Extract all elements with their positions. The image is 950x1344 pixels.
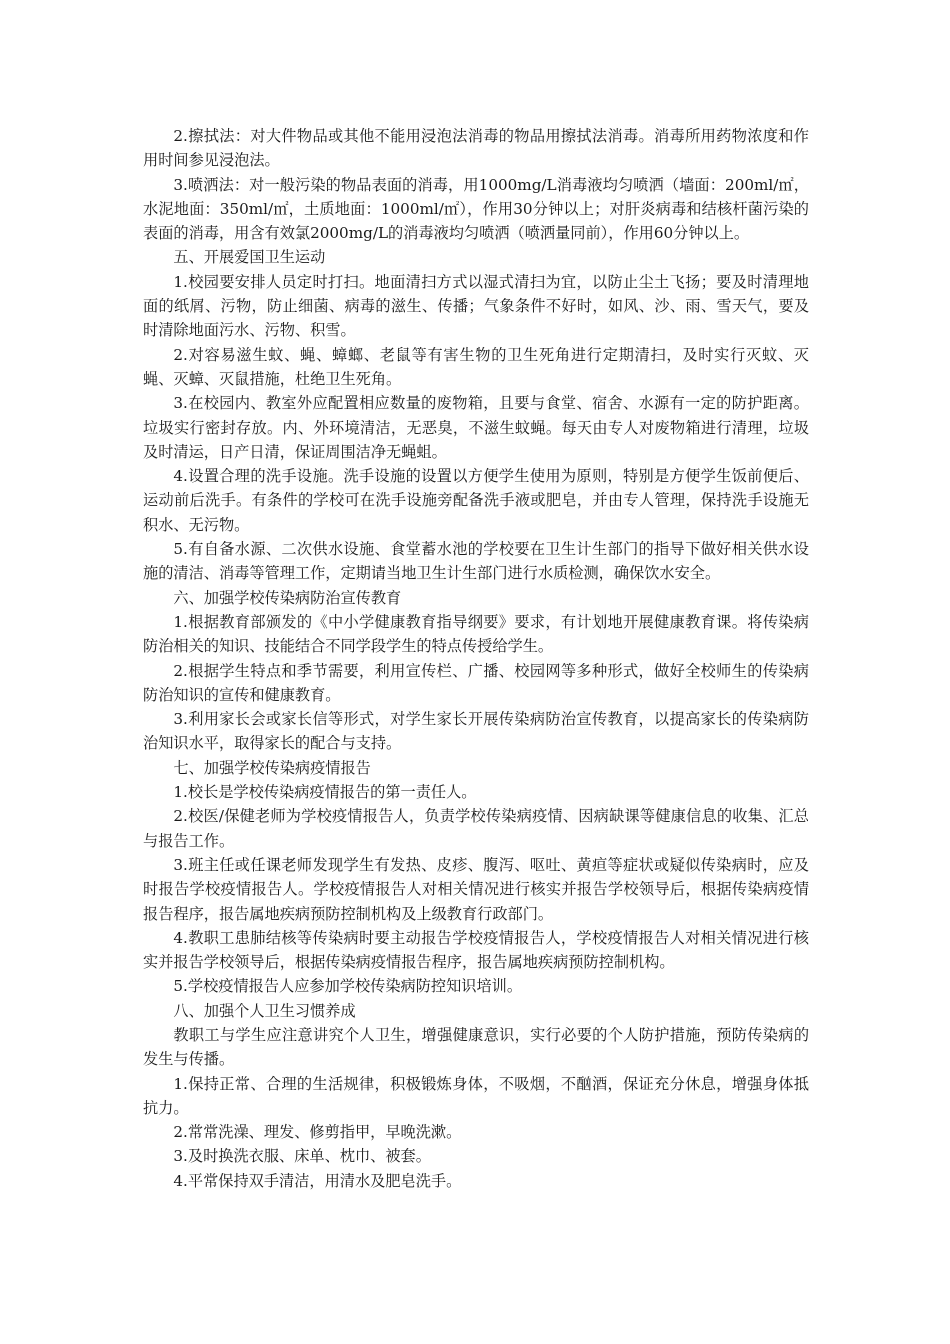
paragraph-8-intro: 教职工与学生应注意讲究个人卫生，增强健康意识，实行必要的个人防护措施，预防传染病的发生与传播。 (143, 1025, 809, 1069)
paragraph-wiping-method: 2.擦拭法：对大件物品或其他不能用浸泡法消毒的物品用擦拭法消毒。消毒所用药物浓度和作用时间参见浸泡法。 (143, 127, 809, 170)
paragraph-7-5: 5.学校疫情报告人应参加学校传染病防控知识培训。 (173, 977, 523, 996)
paragraph-8-3: 3.及时换洗衣服、床单、枕巾、被套。 (173, 1147, 431, 1166)
paragraph-8-4: 4.平常保持双手清洁，用清水及肥皂洗手。 (173, 1171, 462, 1190)
section-heading-8: 八、加强个人卫生习惯养成 (173, 1001, 356, 1020)
paragraph-7-4: 4.教职工患肺结核等传染病时要主动报告学校疫情报告人，学校疫情报告人对相关情况进行核实并报告学校领导后，根据传染病疫情报告程序，报告属地疾病预防控制机构。 (143, 928, 809, 972)
paragraph-8-1: 1.保持正常、合理的生活规律，积极锻炼身体，不吸烟，不酗酒，保证充分休息，增强身体抵抗力。 (143, 1074, 809, 1117)
section-heading-7: 七、加强学校传染病疫情报告 (173, 758, 371, 777)
paragraph-8-2: 2.常常洗澡、理发、修剪指甲，早晚洗漱。 (173, 1123, 462, 1142)
paragraph-5-4: 4.设置合理的洗手设施。洗手设施的设置以方便学生使用为原则，特别是方便学生饭前便后、运动前后洗手。有条件的学校可在洗手设施旁配备洗手液或肥皂，并由专人管理，保持洗手设施无积水、无污物。 (143, 467, 809, 534)
paragraph-7-2: 2.校医/保健老师为学校疫情报告人，负责学校传染病疫情、因病缺课等健康信息的收集、汇总与报告工作。 (143, 807, 809, 850)
paragraph-6-3: 3.利用家长会或家长信等形式，对学生家长开展传染病防治宣传教育，以提高家长的传染病防治知识水平，取得家长的配合与支持。 (143, 710, 809, 753)
paragraph-7-1: 1.校长是学校传染病疫情报告的第一责任人。 (173, 783, 477, 802)
paragraph-6-2: 2.根据学生特点和季节需要，利用宣传栏、广播、校园网等多种形式，做好全校师生的传染病防治知识的宣传和健康教育。 (143, 661, 809, 704)
paragraph-5-5: 5.有自备水源、二次供水设施、食堂蓄水池的学校要在卫生计生部门的指导下做好相关供水设施的清洁、消毒等管理工作，定期请当地卫生计生部门进行水质检测，确保饮水安全。 (143, 540, 809, 583)
paragraph-spraying-method: 3.喷洒法：对一般污染的物品表面的消毒，用1000mg/L消毒液均匀喷洒（墙面：200ml/㎡，水泥地面：350ml/㎡，土质地面：1000ml/㎡），作用30分钟以上；对肝炎病毒和结核杆菌污染的表面的消毒，用含有效氯2000mg/L的消毒液均匀喷洒（喷洒量同前），作用60分钟以上。 (143, 175, 809, 243)
paragraph-5-1: 1.校园要安排人员定时打扫。地面清扫方式以湿式清扫为宜，以防止尘土飞扬；要及时清理地面的纸屑、污物，防止细菌、病毒的滋生、传播；气象条件不好时，如风、沙、雨、雪天气，要及时清除地面污水、污物、积雪。 (143, 272, 809, 340)
section-heading-6: 六、加强学校传染病防治宣传教育 (173, 588, 402, 607)
section-heading-5: 五、开展爱国卫生运动 (173, 248, 326, 267)
paragraph-5-2: 2.对容易滋生蚊、蝇、蟑螂、老鼠等有害生物的卫生死角进行定期清扫，及时实行灭蚊、灭蝇、灭蟑、灭鼠措施，杜绝卫生死角。 (143, 345, 809, 388)
paragraph-6-1: 1.根据教育部颁发的《中小学健康教育指导纲要》要求，有计划地开展健康教育课。将传染病防治相关的知识、技能结合不同学段学生的特点传授给学生。 (143, 612, 809, 656)
document-page (143, 124, 809, 1193)
paragraph-7-3: 3.班主任或任课老师发现学生有发热、皮疹、腹泻、呕吐、黄疸等症状或疑似传染病时，应及时报告学校疫情报告人。学校疫情报告人对相关情况进行核实并报告学校领导后，根据传染病疫情报告程序，报告属地疾病预防控制机构及上级教育行政部门。 (143, 855, 809, 923)
paragraph-5-3: 3.在校园内、教室外应配置相应数量的废物箱，且要与食堂、宿舍、水源有一定的防护距离。垃圾实行密封存放。内、外环境清洁，无恶臭，不滋生蚊蝇。每天由专人对废物箱进行清理，垃圾及时清运，日产日清，保证周围洁净无蝇蛆。 (143, 394, 809, 461)
